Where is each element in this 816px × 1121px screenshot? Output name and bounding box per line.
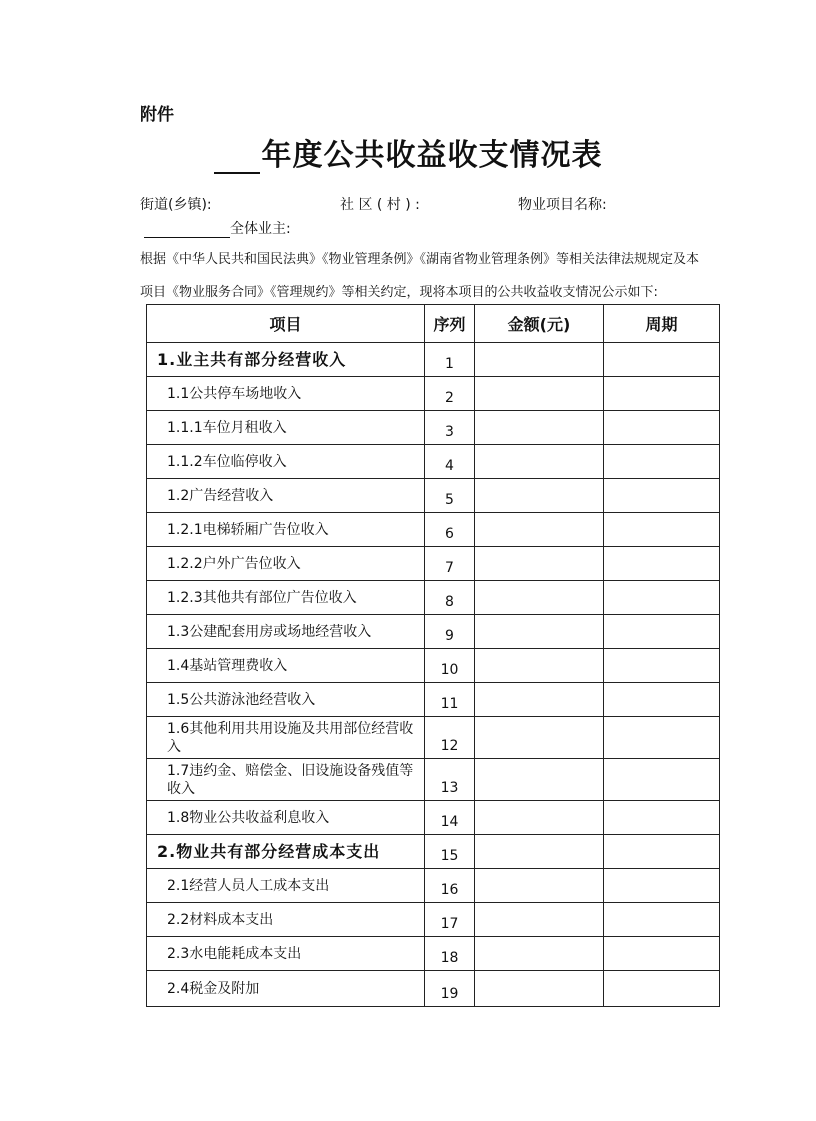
row-amount-cell[interactable] xyxy=(475,801,604,835)
row-amount-cell[interactable] xyxy=(475,513,604,547)
table-row xyxy=(147,937,720,971)
row-seq: 17 xyxy=(425,903,475,937)
table-row xyxy=(147,377,720,411)
header-seq: 序列 xyxy=(425,305,475,343)
intro-line-1: 根据《中华人民共和国民法典》《物业管理条例》《湖南省物业管理条例》等相关法律法规规定及本 xyxy=(140,252,700,267)
owners-blank xyxy=(144,222,230,238)
table-header-row xyxy=(147,305,720,343)
row-amount-cell[interactable] xyxy=(475,649,604,683)
row-period-cell[interactable] xyxy=(604,649,720,683)
row-seq: 14 xyxy=(425,801,475,835)
row-amount-cell[interactable] xyxy=(475,479,604,513)
row-period-cell[interactable] xyxy=(604,801,720,835)
table-body xyxy=(147,343,720,1007)
row-item: 1.1公共停车场地收入 xyxy=(147,377,425,411)
row-seq: 1 xyxy=(425,343,475,377)
table-row xyxy=(147,649,720,683)
row-item: 1.2.2户外广告位收入 xyxy=(147,547,425,581)
row-seq: 5 xyxy=(425,479,475,513)
row-item: 1.5公共游泳池经营收入 xyxy=(147,683,425,717)
table-row xyxy=(147,717,720,759)
row-item: 1.7违约金、赔偿金、旧设施设备残值等收入 xyxy=(147,759,425,801)
table-row xyxy=(147,513,720,547)
table-row xyxy=(147,971,720,1007)
row-seq: 16 xyxy=(425,869,475,903)
row-seq: 13 xyxy=(425,759,475,801)
row-period-cell[interactable] xyxy=(604,547,720,581)
row-period-cell[interactable] xyxy=(604,513,720,547)
row-amount-cell[interactable] xyxy=(475,869,604,903)
row-amount-cell[interactable] xyxy=(475,683,604,717)
header-period: 周期 xyxy=(604,305,720,343)
row-seq: 3 xyxy=(425,411,475,445)
row-period-cell[interactable] xyxy=(604,937,720,971)
row-item: 2.物业共有部分经营成本支出 xyxy=(147,835,425,869)
table-row xyxy=(147,411,720,445)
row-seq: 7 xyxy=(425,547,475,581)
row-seq: 10 xyxy=(425,649,475,683)
row-period-cell[interactable] xyxy=(604,903,720,937)
row-item: 2.3水电能耗成本支出 xyxy=(147,937,425,971)
row-item: 1.8物业公共收益利息收入 xyxy=(147,801,425,835)
table-row xyxy=(147,903,720,937)
row-period-cell[interactable] xyxy=(604,683,720,717)
row-seq: 11 xyxy=(425,683,475,717)
row-seq: 9 xyxy=(425,615,475,649)
row-item: 2.1经营人员人工成本支出 xyxy=(147,869,425,903)
row-item: 1.4基站管理费收入 xyxy=(147,649,425,683)
row-period-cell[interactable] xyxy=(604,615,720,649)
header-item: 项目 xyxy=(147,305,425,343)
row-period-cell[interactable] xyxy=(604,759,720,801)
community-label: 社 区 ( 村 ) : xyxy=(340,197,420,213)
row-item: 1.2广告经营收入 xyxy=(147,479,425,513)
table-row xyxy=(147,615,720,649)
title-row xyxy=(0,130,816,174)
row-seq: 15 xyxy=(425,835,475,869)
table-row xyxy=(147,479,720,513)
row-amount-cell[interactable] xyxy=(475,717,604,759)
row-amount-cell[interactable] xyxy=(475,445,604,479)
table-row xyxy=(147,343,720,377)
table-row xyxy=(147,683,720,717)
row-seq: 4 xyxy=(425,445,475,479)
table-row xyxy=(147,869,720,903)
row-amount-cell[interactable] xyxy=(475,937,604,971)
project-name-label: 物业项目名称: xyxy=(518,197,607,213)
table-row xyxy=(147,801,720,835)
row-period-cell[interactable] xyxy=(604,445,720,479)
row-amount-cell[interactable] xyxy=(475,759,604,801)
row-amount-cell[interactable] xyxy=(475,547,604,581)
table-row xyxy=(147,581,720,615)
row-item: 1.业主共有部分经营收入 xyxy=(147,343,425,377)
row-period-cell[interactable] xyxy=(604,971,720,1007)
row-seq: 18 xyxy=(425,937,475,971)
row-item: 2.4税金及附加 xyxy=(147,971,425,1007)
row-seq: 12 xyxy=(425,717,475,759)
row-amount-cell[interactable] xyxy=(475,835,604,869)
row-item: 1.2.1电梯轿厢广告位收入 xyxy=(147,513,425,547)
row-period-cell[interactable] xyxy=(604,835,720,869)
row-item: 1.1.2车位临停收入 xyxy=(147,445,425,479)
row-amount-cell[interactable] xyxy=(475,971,604,1007)
row-period-cell[interactable] xyxy=(604,717,720,759)
row-amount-cell[interactable] xyxy=(475,581,604,615)
row-amount-cell[interactable] xyxy=(475,343,604,377)
row-period-cell[interactable] xyxy=(604,869,720,903)
page-title: 年度公共收益收支情况表 xyxy=(261,138,603,173)
intro-line-2: 项目《物业服务合同》《管理规约》等相关约定，现将本项目的公共收益收支情况公示如下: xyxy=(140,285,658,300)
table-row xyxy=(147,759,720,801)
row-seq: 19 xyxy=(425,971,475,1007)
income-expense-table xyxy=(146,304,720,1007)
table-row xyxy=(147,547,720,581)
street-label: 街道(乡镇): xyxy=(140,197,212,213)
row-period-cell[interactable] xyxy=(604,343,720,377)
header-amount: 金额(元) xyxy=(475,305,604,343)
row-seq: 8 xyxy=(425,581,475,615)
row-period-cell[interactable] xyxy=(604,479,720,513)
row-amount-cell[interactable] xyxy=(475,377,604,411)
table-row xyxy=(147,835,720,869)
row-item: 2.2材料成本支出 xyxy=(147,903,425,937)
row-item: 1.1.1车位月租收入 xyxy=(147,411,425,445)
row-item: 1.3公建配套用房或场地经营收入 xyxy=(147,615,425,649)
row-item: 1.2.3其他共有部位广告位收入 xyxy=(147,581,425,615)
row-amount-cell[interactable] xyxy=(475,903,604,937)
row-period-cell[interactable] xyxy=(604,411,720,445)
row-seq: 6 xyxy=(425,513,475,547)
row-item: 1.6其他利用共用设施及共用部位经营收入 xyxy=(147,717,425,759)
table-row xyxy=(147,445,720,479)
row-period-cell[interactable] xyxy=(604,377,720,411)
attachment-label: 附件 xyxy=(140,105,174,125)
row-amount-cell[interactable] xyxy=(475,411,604,445)
row-seq: 2 xyxy=(425,377,475,411)
owners-label: 全体业主: xyxy=(230,221,291,237)
row-amount-cell[interactable] xyxy=(475,615,604,649)
row-period-cell[interactable] xyxy=(604,581,720,615)
year-blank xyxy=(214,140,260,174)
owners-row xyxy=(144,218,291,238)
